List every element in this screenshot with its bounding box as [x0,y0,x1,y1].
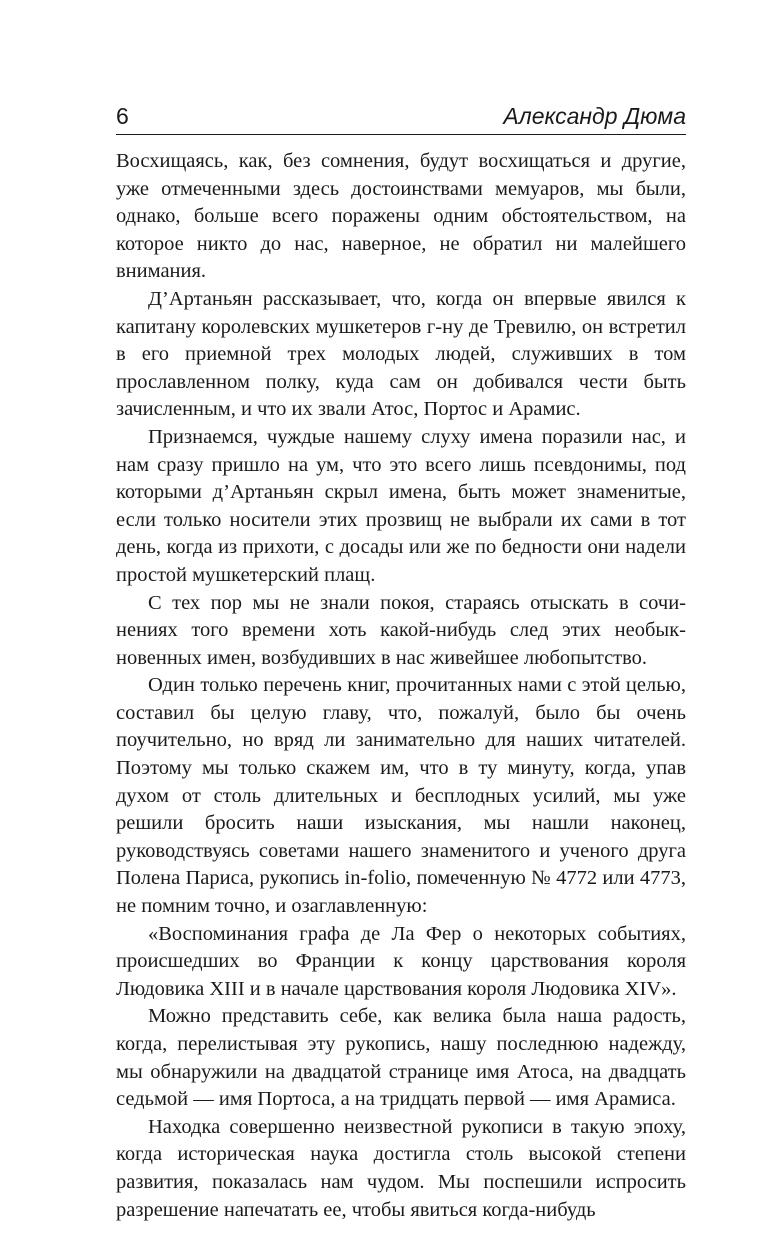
paragraph: Восхищаясь, как, без сомнения, будут восхищаться и другие, уже отмеченными здесь достоинствами мемуаров, мы были, однако, больше всего поражены одним обстоятельством, на которое никто до нас, наверное, не обратил ни малейшего внимания. [116,150,686,283]
paragraph: Находка совершенно неизвестной рукописи в такую эпоху, когда историческая наука достигла столь высокой степени развития, показалась нам чудом. Мы поспешили испросить разрешение напечатать ее, чтобы явиться когда-нибудь [116,1115,686,1221]
page-number: 6 [116,103,129,129]
page-header [116,100,686,132]
running-head-author: Александр Дюма [503,103,686,129]
paragraph: Д’Артаньян рассказывает, что, когда он впервые явился к капитану королевских мушкетеров г-ну де Тревилю, он встретил в его приемной трех молодых людей, служивших в том прославленном полку, куда сам он добивался чести быть зачисленным, и что их звали Атос, Портос и Арамис. [116,287,686,421]
paragraph-manuscript-title: «Воспоминания графа де Ла Фер о некоторых событиях, происшедших во Франции к концу царствования короля Людовика XIII и в начале царствования короля Людовика XIV». [116,922,686,1000]
paragraph: Один только перечень книг, прочитанных нами с этой целью, составил бы целую главу, что, пожалуй, было бы очень поучительно, но вряд ли занимательно для наших читателей. Поэтому мы только скажем им, что в ту минуту, когда, упав духом от столь длительных и бесплодных усилий, мы уже решили бросить наши изыскания, мы нашли наконец, руководствуясь советами нашего знаменитого и ученого друга Полена Париса, рукопись in-folio, помеченную № 4772 или 4773, не помним точно, и озаглавленную: [116,674,686,918]
header-rule [116,134,686,135]
paragraph: С тех пор мы не знали покоя, стараясь отыскать в сочинениях того времени хоть какой-нибудь след этих необыкновенных имен, возбудивших в нас живейшее любопытство. [116,591,686,669]
body-text [116,148,686,1224]
paragraph: Признаемся, чуждые нашему слуху имена поразили нас, и нам сразу пришло на ум, что это всего лишь псевдонимы, под которыми д’Артаньян скрыл имена, быть может знаменитые, если только носители этих прозвищ не выбрали их сами в тот день, когда из прихоти, с досады или же по бедности они надели простой мушкетерский плащ. [116,425,686,586]
paragraph: Можно представить себе, как велика была наша радость, когда, перелистывая эту рукопись, нашу последнюю надежду, мы обнаружили на двадцатой странице имя Атоса, на двадцать седьмой — имя Портоса, а на тридцать первой — имя Арамиса. [116,1005,686,1111]
